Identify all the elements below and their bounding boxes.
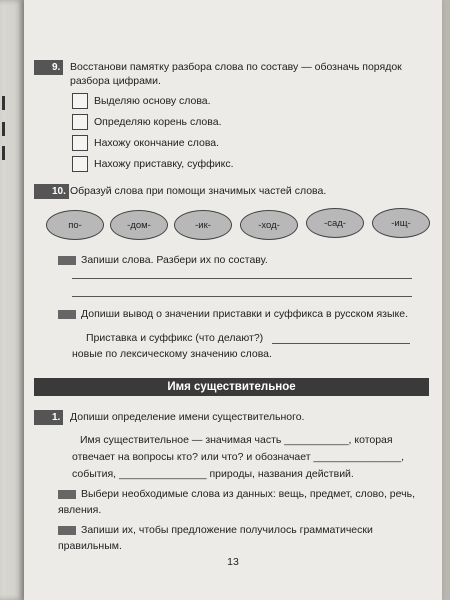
- task-text: Восстанови памятку разбора слова по составу — обозначь порядок разбора цифрами.: [70, 61, 402, 87]
- order-item[interactable]: Нахожу окончание слова.: [72, 134, 424, 152]
- conclusion-line-2: новые по лексическому значению слова.: [72, 348, 272, 360]
- order-item[interactable]: Выделяю основу слова.: [72, 92, 424, 110]
- part-oval: -ищ-: [372, 208, 430, 238]
- answer-line[interactable]: [272, 343, 410, 344]
- order-box[interactable]: [72, 93, 88, 109]
- task-text: Образуй слова при помощи значимых частей слова.: [70, 185, 327, 197]
- part-oval: -сад-: [306, 208, 364, 238]
- margin-mark: [2, 96, 5, 110]
- choose-instruction: Выбери необходимые слова из данных: вещь, предмет, слово, речь, явления.: [58, 488, 416, 516]
- definition-line-3: события, _______________ природы, названия действий.: [72, 468, 354, 480]
- section-title: Имя существительное: [34, 378, 429, 396]
- task-1: [34, 410, 424, 424]
- order-item[interactable]: Определяю корень слова.: [72, 113, 424, 131]
- task-9: [34, 60, 424, 176]
- word-parts: [24, 208, 414, 238]
- order-box[interactable]: [72, 114, 88, 130]
- definition-line-1: Имя существительное — значимая часть ___________, которая: [80, 434, 393, 446]
- subtask-marker: [58, 526, 76, 535]
- task-text: Допиши определение имени существительного.: [70, 411, 305, 423]
- page-number: 13: [227, 556, 239, 568]
- part-oval: по-: [46, 210, 104, 240]
- workbook-page: [24, 0, 442, 600]
- task-number: 9.: [34, 60, 63, 75]
- part-oval: -ик-: [174, 210, 232, 240]
- conclusion-line-1: Приставка и суффикс (что делают?): [86, 332, 264, 344]
- order-box[interactable]: [72, 156, 88, 172]
- answer-line[interactable]: [72, 296, 412, 297]
- task-10: [34, 184, 424, 198]
- subtask-marker: [58, 310, 76, 319]
- write-instruction: Запиши слова. Разбери их по составу.: [58, 252, 268, 268]
- write-instruction-2: Запиши их, чтобы предложение получилось грамматически правильным.: [58, 524, 373, 552]
- definition-line-2: отвечает на вопросы кто? или что? и обозначает _______________,: [72, 451, 404, 463]
- margin-mark: [2, 122, 5, 136]
- conclusion-instruction: Допиши вывод о значении приставки и суффикса в русском языке.: [58, 306, 408, 322]
- part-oval: -ход-: [240, 210, 298, 240]
- subtask-marker: [58, 490, 76, 499]
- left-page-edge: [0, 0, 24, 600]
- margin-mark: [2, 146, 5, 160]
- answer-line[interactable]: [72, 278, 412, 279]
- part-oval: -дом-: [110, 210, 168, 240]
- order-box[interactable]: [72, 135, 88, 151]
- task-number: 10.: [34, 184, 69, 199]
- subtask-marker: [58, 256, 76, 265]
- order-item[interactable]: Нахожу приставку, суффикс.: [72, 155, 424, 173]
- task-number: 1.: [34, 410, 63, 425]
